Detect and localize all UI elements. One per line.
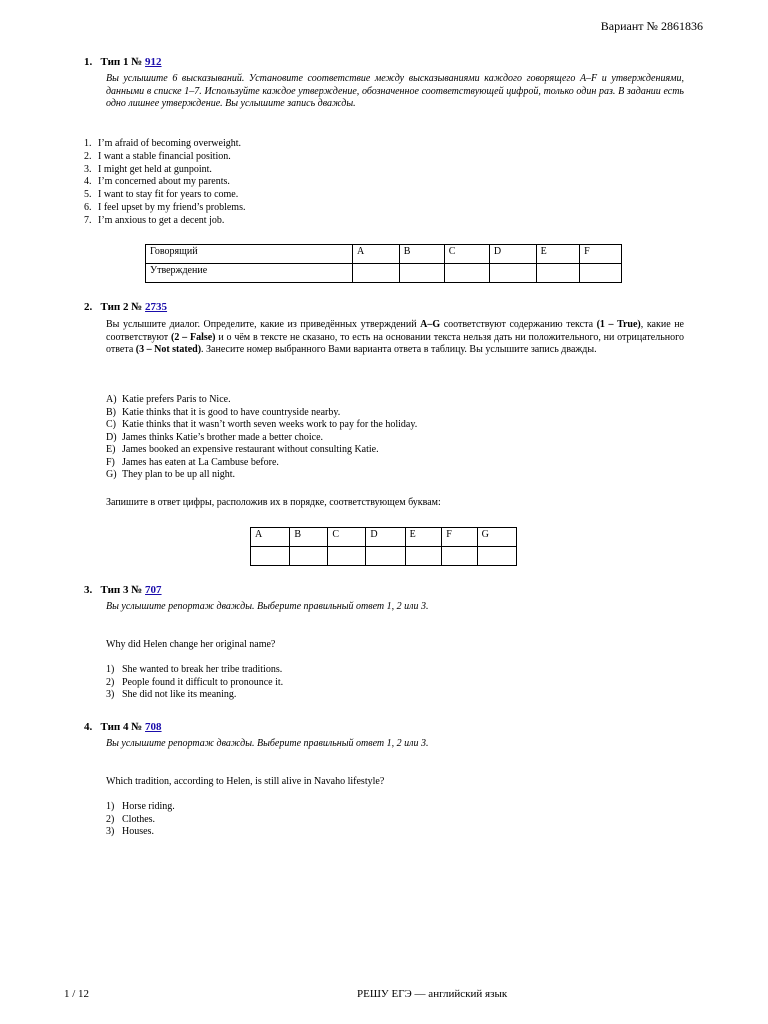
answer-cell[interactable] <box>477 547 516 566</box>
table-header-cell: D <box>489 245 536 264</box>
list-item: 4. I’m concerned about my parents. <box>84 176 230 188</box>
table-header-cell: C <box>444 245 489 264</box>
task-3-type: Тип 3 № <box>100 584 143 596</box>
table-header-cell: B <box>290 528 328 547</box>
table-header-cell: C <box>328 528 366 547</box>
task-1-link[interactable]: 912 <box>145 56 162 68</box>
answer-cell[interactable] <box>290 547 328 566</box>
task-3-link[interactable]: 707 <box>145 584 162 596</box>
list-item: A) Katie prefers Paris to Nice. <box>106 394 231 405</box>
table-header-cell: B <box>399 245 444 264</box>
task-2-statements <box>106 394 417 482</box>
answer-cell[interactable] <box>251 547 290 566</box>
answer-cell[interactable] <box>536 264 579 283</box>
task-4-heading <box>84 721 162 734</box>
task-4-options <box>106 801 175 839</box>
task-2-heading <box>84 301 167 314</box>
list-item: 2) Clothes. <box>106 813 156 825</box>
task-2-link[interactable]: 2735 <box>145 301 168 313</box>
list-item: F) James has eaten at La Cambuse before. <box>106 456 279 468</box>
table-header-cell: A <box>353 245 400 264</box>
task-3-heading <box>84 584 162 597</box>
task-1-type: Тип 1 № <box>100 56 143 68</box>
answer-cell[interactable] <box>399 264 444 283</box>
answer-cell[interactable] <box>328 547 366 566</box>
task-3-instruction: Вы услышите репортаж дважды. Выберите правильный ответ 1, 2 или 3. <box>106 601 429 612</box>
task-3-question: Why did Helen change her original name? <box>106 639 276 650</box>
list-item: C) Katie thinks that it wasn’t worth seven weeks work to pay for the holiday. <box>106 419 418 430</box>
table-header-cell: Говорящий <box>146 245 353 264</box>
list-item: G) They plan to be up all night. <box>106 469 236 480</box>
task-1-statements <box>84 138 245 228</box>
list-item: 1. I’m afraid of becoming overweight. <box>84 138 242 149</box>
list-item: E) James booked an expensive restaurant without consulting Katie. <box>106 444 379 455</box>
table-label-cell: Утверждение <box>146 264 353 283</box>
table-header-cell: E <box>536 245 579 264</box>
table-header-cell: F <box>580 245 622 264</box>
table-header-cell: A <box>251 528 290 547</box>
task-1-num: 1. <box>84 56 93 68</box>
list-item: B) Katie thinks that it is good to have countryside nearby. <box>106 406 341 418</box>
task-2-num: 2. <box>84 301 93 313</box>
answer-cell[interactable] <box>353 264 400 283</box>
task-4-num: 4. <box>84 721 93 733</box>
answer-cell[interactable] <box>405 547 442 566</box>
list-item: 3) Houses. <box>106 826 154 837</box>
list-item: 1) She wanted to break her tribe traditions. <box>106 664 283 675</box>
task-2-instruction: Вы услышите диалог. Определите, какие из приведённых утверждений A–G соответствуют содержанию текста (1 – True), какие не соответствуют (2 – False) и о чём в тексте не сказано, то есть на основании текста нельзя дать ни положительного, ни отрицательного ответа (3 – Not stated). Занесите номер выбранного Вами варианта ответа в таблицу. Вы услышите запись дважды. <box>106 319 684 355</box>
list-item: D) James thinks Katie’s brother made a better choice. <box>106 431 324 443</box>
list-item: 2) People found it difficult to pronounce it. <box>106 676 284 688</box>
list-item: 1) Horse riding. <box>106 801 175 812</box>
list-item: 6. I feel upset by my friend’s problems. <box>84 201 246 213</box>
task-1-instruction: Вы услышите 6 высказываний. Установите соответствие между высказываниями каждого говорящего A–F и утверждениями, данными в списке 1–7. Используйте каждое утверждение, обозначенное соответствующей цифрой, только один раз. В задании есть одно лишнее утверждение. Вы услышите запись дважды. <box>106 73 684 109</box>
task-4-type: Тип 4 № <box>100 721 143 733</box>
page-number: 1 / 12 <box>64 988 90 1000</box>
task-4-instruction: Вы услышите репортаж дважды. Выберите правильный ответ 1, 2 или 3. <box>106 738 429 749</box>
task-2-answer-table <box>250 527 517 566</box>
table-header-cell: G <box>477 528 516 547</box>
task-3-num: 3. <box>84 584 93 596</box>
task-4-question: Which tradition, according to Helen, is still alive in Navaho lifestyle? <box>106 776 385 787</box>
task-1-heading <box>84 56 162 69</box>
table-header-cell: D <box>366 528 405 547</box>
task-2-type: Тип 2 № <box>100 301 143 313</box>
list-item: 7. I’m anxious to get a decent job. <box>84 214 225 226</box>
answer-cell[interactable] <box>444 264 489 283</box>
task-2-answer-note: Запишите в ответ цифры, расположив их в порядке, соответствующем буквам: <box>106 497 441 508</box>
task-1-answer-table <box>145 244 622 283</box>
answer-cell[interactable] <box>489 264 536 283</box>
footer-site-name: РЕШУ ЕГЭ — английский язык <box>357 988 508 1000</box>
list-item: 5. I want to stay fit for years to come. <box>84 189 239 201</box>
answer-cell[interactable] <box>580 264 622 283</box>
list-item: 2. I want a stable financial position. <box>84 150 231 162</box>
table-header-cell: F <box>442 528 477 547</box>
variant-number: Вариант № 2861836 <box>600 19 703 33</box>
answer-cell[interactable] <box>366 547 405 566</box>
list-item: 3. I might get held at gunpoint. <box>84 163 212 175</box>
table-header-cell: E <box>405 528 442 547</box>
task-4-link[interactable]: 708 <box>145 721 162 733</box>
list-item: 3) She did not like its meaning. <box>106 689 237 700</box>
answer-cell[interactable] <box>442 547 477 566</box>
task-3-options <box>106 664 283 702</box>
